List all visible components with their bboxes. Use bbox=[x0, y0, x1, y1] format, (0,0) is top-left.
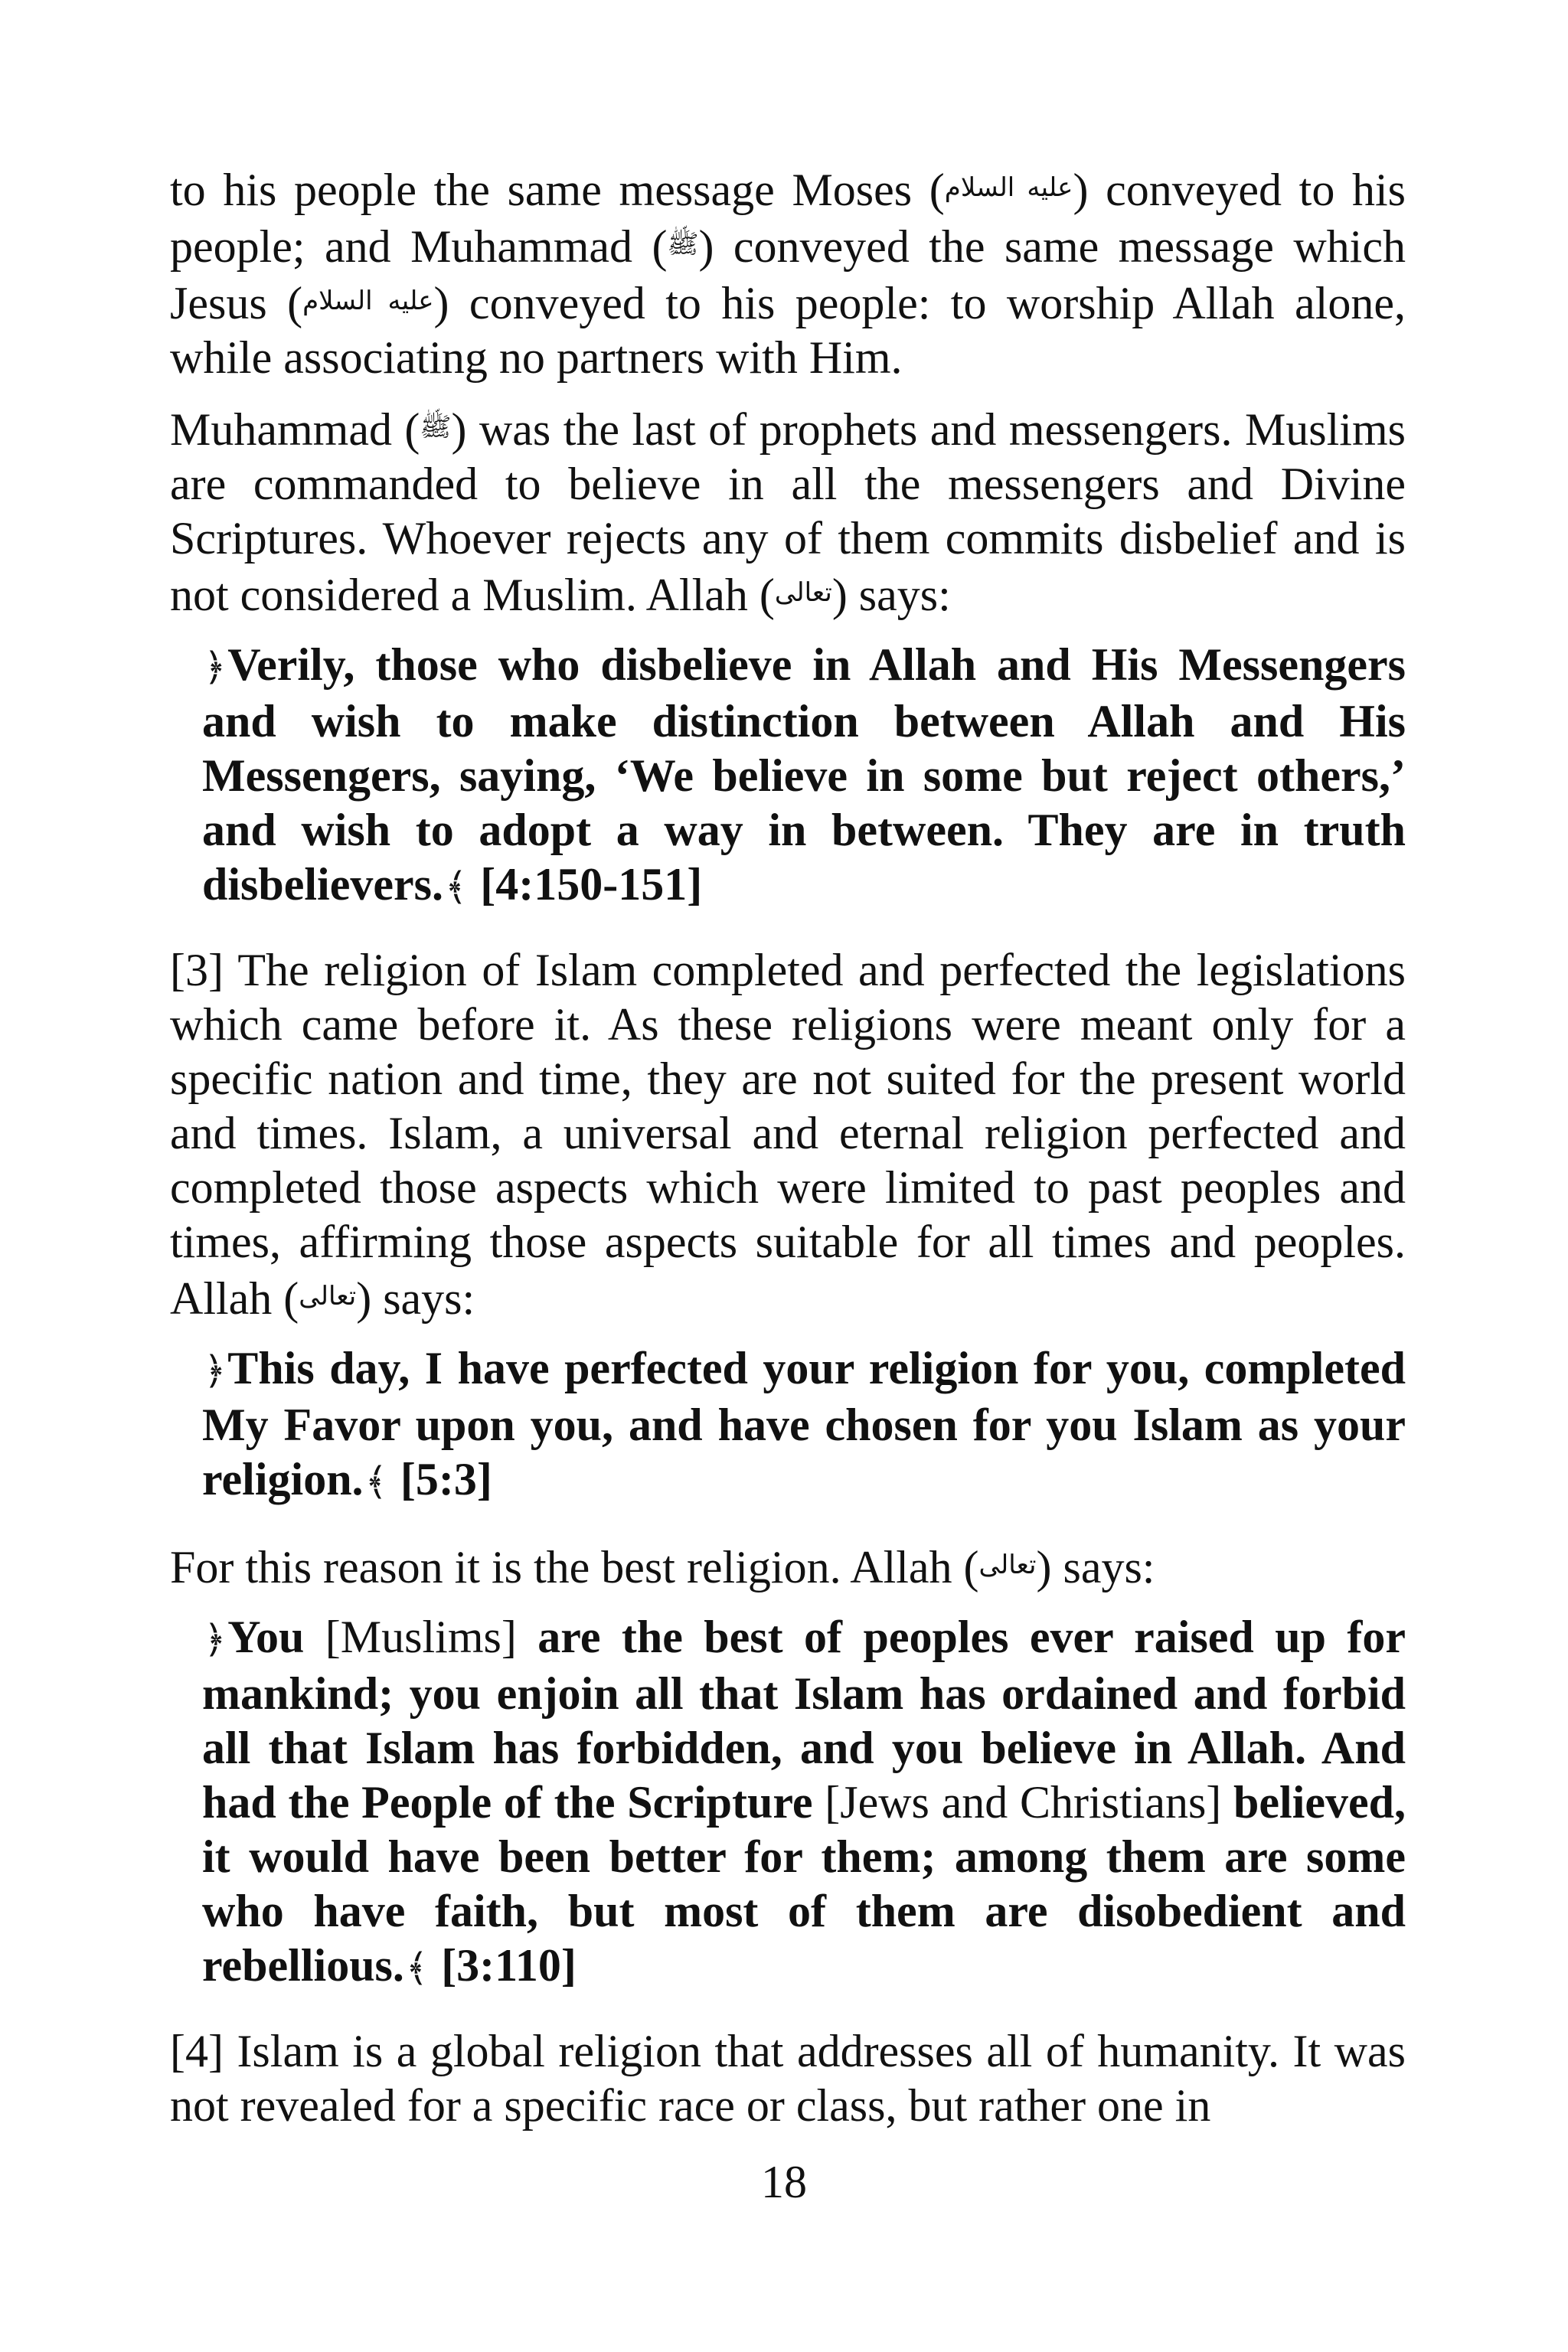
verse-close-bracket: ﴾ bbox=[405, 1946, 429, 1989]
paragraph-moses-jesus bbox=[170, 161, 1406, 385]
text: ) conveyed to his people; and Muhammad ( bbox=[170, 165, 1406, 272]
verse-reference: [5:3] bbox=[400, 1454, 492, 1504]
quran-verse-4-150 bbox=[202, 638, 1406, 914]
verse-text: Verily, those who disbelieve in Allah and His Messengers and wish to make distinction between Allah and His Messengers, saying, ‘We believe in some but reject others,’ and wish to adopt a way in between. They are in truth disbelievers. bbox=[202, 639, 1406, 910]
text: For this reason it is the best religion. Allah ( bbox=[170, 1542, 979, 1592]
verse-open-bracket: ﴿ bbox=[204, 1349, 227, 1392]
verse-close-bracket: ﴾ bbox=[444, 865, 468, 908]
honorific: عليه السلام bbox=[302, 287, 434, 315]
verse-insertion: [Jews and Christians] bbox=[825, 1777, 1222, 1828]
page-number: 18 bbox=[761, 2157, 807, 2207]
text: ) says: bbox=[1036, 1542, 1155, 1592]
text: ) says: bbox=[356, 1273, 475, 1324]
quran-verse-5-3 bbox=[202, 1341, 1406, 1509]
verse-reference: [4:150-151] bbox=[480, 859, 703, 910]
honorific: تعالى bbox=[978, 1551, 1037, 1579]
page-content bbox=[170, 161, 1406, 2148]
verse-text: are the best of peoples ever raised up for mankind; you enjoin all that Islam has ordained and forbid all that Islam has forbidden, and you believe in Allah. And had the People of the Scripture bbox=[202, 1612, 1406, 1828]
quran-verse-3-110 bbox=[202, 1610, 1406, 1995]
text: ) conveyed to his people: to worship Allah alone, while associating no partners with Him. bbox=[170, 278, 1406, 383]
text: ) says: bbox=[831, 570, 951, 620]
honorific: ﷺ bbox=[420, 413, 452, 442]
verse-insertion: [Muslims] bbox=[325, 1612, 517, 1662]
text: to his people the same message Moses ( bbox=[170, 165, 945, 215]
text: ) was the last of prophets and messengers. Muslims are commanded to believe in all the messengers and Divine Scriptures. Whoever rejects any of them commits disbelief and is not considered a Muslim. Allah ( bbox=[170, 404, 1406, 620]
verse-open-bracket: ﴿ bbox=[204, 1618, 227, 1661]
verse-text: You bbox=[227, 1612, 305, 1662]
honorific: تعالى bbox=[774, 579, 832, 607]
paragraph-point-4 bbox=[170, 2024, 1406, 2133]
text: [4] Islam is a global religion that addresses all of humanity. It was not revealed for a specific race or class, but rather one in bbox=[170, 2026, 1406, 2131]
paragraph-best-religion bbox=[170, 1538, 1406, 1595]
honorific: تعالى bbox=[299, 1282, 357, 1311]
text: [3] The religion of Islam completed and perfected the legislations which came before it. As these religions were meant only for a specific nation and time, they are not suited for the present world and times. Islam, a universal and eternal religion perfected and completed those aspects which were limited to past peoples and times, affirming those aspects suitable for all times and peoples. Allah ( bbox=[170, 945, 1406, 1324]
paragraph-last-prophet bbox=[170, 400, 1406, 622]
verse-close-bracket: ﴾ bbox=[364, 1460, 387, 1503]
verse-text: This day, I have perfected your religion for you, completed My Favor upon you, and have chosen for you Islam as your religion. bbox=[202, 1343, 1406, 1504]
text: Muhammad ( bbox=[170, 404, 420, 455]
verse-text: believed, it would have been better for them; among them are some who have faith, but most of them are disobedient and rebellious. bbox=[202, 1777, 1406, 1991]
honorific: عليه السلام bbox=[944, 174, 1073, 202]
paragraph-point-3 bbox=[170, 943, 1406, 1326]
text: ) conveyed the same message which Jesus ( bbox=[170, 221, 1406, 328]
honorific: ﷺ bbox=[667, 230, 699, 259]
verse-reference: [3:110] bbox=[441, 1940, 577, 1991]
verse-open-bracket: ﴿ bbox=[204, 645, 227, 688]
